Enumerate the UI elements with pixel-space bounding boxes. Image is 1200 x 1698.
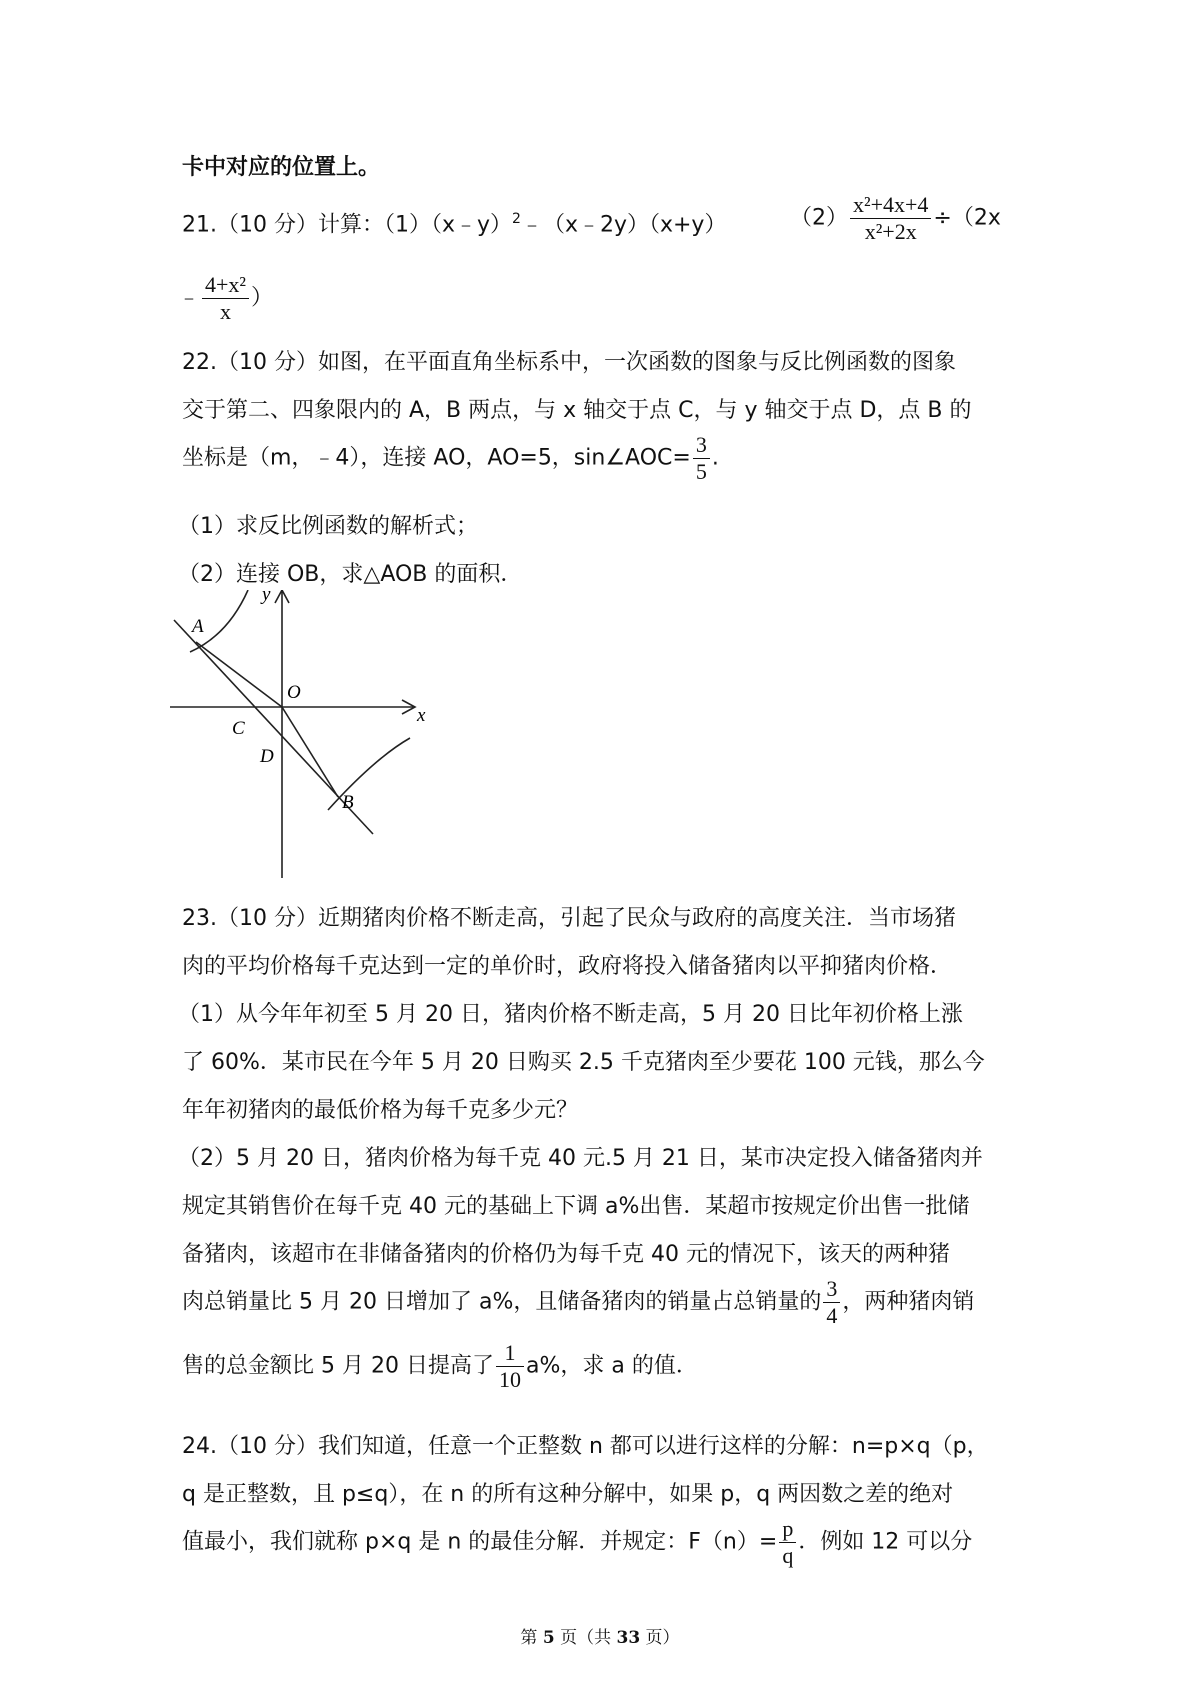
footer-page-number: 5 xyxy=(542,1628,555,1648)
footer-prefix: 第 xyxy=(520,1628,543,1648)
segment-ao xyxy=(196,642,282,707)
q24-line1: 24.（10 分）我们知道，任意一个正整数 n 都可以进行这样的分解：n=p×q（p， xyxy=(182,1434,989,1459)
q21-part2-label: （2） xyxy=(790,205,848,231)
q21-label: 21.（10 分）计算：（1）（x﹣y） xyxy=(182,212,513,238)
q23-line6: （2）5 月 20 日，猪肉价格为每千克 40 元.5 月 21 日，某市决定投入储备猪肉并 xyxy=(178,1146,983,1171)
q22-fraction xyxy=(693,432,710,485)
intro-tail: 卡中对应的位置上。 xyxy=(182,155,381,180)
q23-line9-end: ，两种猪肉销 xyxy=(842,1289,975,1315)
q23-line2: 肉的平均价格每千克达到一定的单价时，政府将投入储备猪肉以平抑猪肉价格． xyxy=(182,954,953,979)
q24-fraction xyxy=(779,1516,796,1569)
q21-fraction1 xyxy=(850,192,931,245)
q21-part1-rest: ﹣（x﹣2y）（x+y） xyxy=(520,212,727,238)
q23-fraction1-den: 4 xyxy=(826,1303,838,1328)
q21-line1 xyxy=(182,204,726,240)
q24-fraction-den: q xyxy=(782,1543,794,1568)
page-footer xyxy=(0,1623,1200,1648)
footer-suffix: 页） xyxy=(640,1628,680,1648)
q23-line4: 了 60%．某市民在今年 5 月 20 日购买 2.5 千克猪肉至少要花 100 元钱，那么今 xyxy=(182,1050,985,1075)
q22-coordinate-figure xyxy=(170,590,450,890)
q23-line5: 年年初猪肉的最低价格为每千克多少元？ xyxy=(182,1098,579,1123)
q21-minus: ﹣ xyxy=(178,285,201,311)
q23-line9 xyxy=(182,1276,974,1329)
q21-square: 2 xyxy=(512,211,521,227)
label-a: A xyxy=(192,616,204,637)
label-c: C xyxy=(232,718,245,739)
q21-fraction1-den: x²+2x xyxy=(864,219,917,244)
q21-fraction1-num: x²+4x+4 xyxy=(850,192,931,219)
q24-line3 xyxy=(182,1516,972,1569)
q21-part2 xyxy=(790,192,1001,245)
q23-line1: 23.（10 分）近期猪肉价格不断走高，引起了民众与政府的高度关注．当市场猪 xyxy=(182,906,956,931)
q21-line2 xyxy=(178,272,273,325)
q21-fraction2 xyxy=(202,272,249,325)
q22-line3 xyxy=(182,432,719,485)
q22-line2: 交于第二、四象限内的 A，B 两点，与 x 轴交于点 C，与 y 轴交于点 D，点 B 的 xyxy=(182,398,972,423)
label-x: x xyxy=(417,705,426,726)
q23-line8: 备猪肉，该超市在非储备猪肉的价格仍为每千克 40 元的情况下，该天的两种猪 xyxy=(182,1242,950,1267)
q22-fraction-num: 3 xyxy=(693,432,710,459)
label-d: D xyxy=(260,746,274,767)
segment-ob xyxy=(282,707,338,797)
q23-line10-end: a%，求 a 的值． xyxy=(525,1353,698,1379)
q23-line10 xyxy=(182,1340,698,1393)
q23-line10-text: 售的总金额比 5 月 20 日提高了 xyxy=(182,1353,494,1379)
q24-line3-text: 值最小，我们就称 p×q 是 n 的最佳分解．并规定：F（n）= xyxy=(182,1529,778,1555)
q23-fraction1-num: 3 xyxy=(823,1276,840,1303)
q22-sub2: （2）连接 OB，求△AOB 的面积． xyxy=(178,562,523,587)
q23-fraction1 xyxy=(823,1276,840,1329)
q23-fraction2-num: 1 xyxy=(496,1340,524,1367)
q22-line3-end: . xyxy=(711,445,719,471)
q21-fraction2-num: 4+x² xyxy=(202,272,249,299)
q24-line2: q 是正整数，且 p≤q），在 n 的所有这种分解中，如果 p，q 两因数之差的绝对 xyxy=(182,1482,954,1507)
q22-line3-text: 坐标是（m，﹣4），连接 AO，AO=5，sin∠AOC= xyxy=(182,445,691,471)
q22-fraction-den: 5 xyxy=(695,459,707,484)
q22-sub1: （1）求反比例函数的解析式； xyxy=(178,514,478,539)
footer-total-pages: 33 xyxy=(616,1628,641,1648)
label-o: O xyxy=(287,682,301,703)
label-b: B xyxy=(342,792,354,813)
q22-line1: 22.（10 分）如图，在平面直角坐标系中，一次函数的图象与反比例函数的图象 xyxy=(182,350,956,375)
label-y: y xyxy=(262,590,271,605)
q21-divide-text: ÷（2x xyxy=(933,205,1001,231)
q24-fraction-num: p xyxy=(779,1516,796,1543)
q24-line3-end: ．例如 12 可以分 xyxy=(798,1529,973,1555)
q23-line3: （1）从今年年初至 5 月 20 日，猪肉价格不断走高，5 月 20 日比年初价格上涨 xyxy=(178,1002,963,1027)
footer-middle: 页（共 xyxy=(554,1628,617,1648)
q23-fraction2 xyxy=(496,1340,524,1393)
q21-fraction2-den: x xyxy=(220,299,232,324)
q21-close: ） xyxy=(251,285,274,311)
q23-line9-text: 肉总销量比 5 月 20 日增加了 a%，且储备猪肉的销量占总销量的 xyxy=(182,1289,822,1315)
q23-fraction2-den: 10 xyxy=(498,1367,521,1392)
q23-line7: 规定其销售价在每千克 40 元的基础上下调 a%出售．某超市按规定价出售一批储 xyxy=(182,1194,970,1219)
